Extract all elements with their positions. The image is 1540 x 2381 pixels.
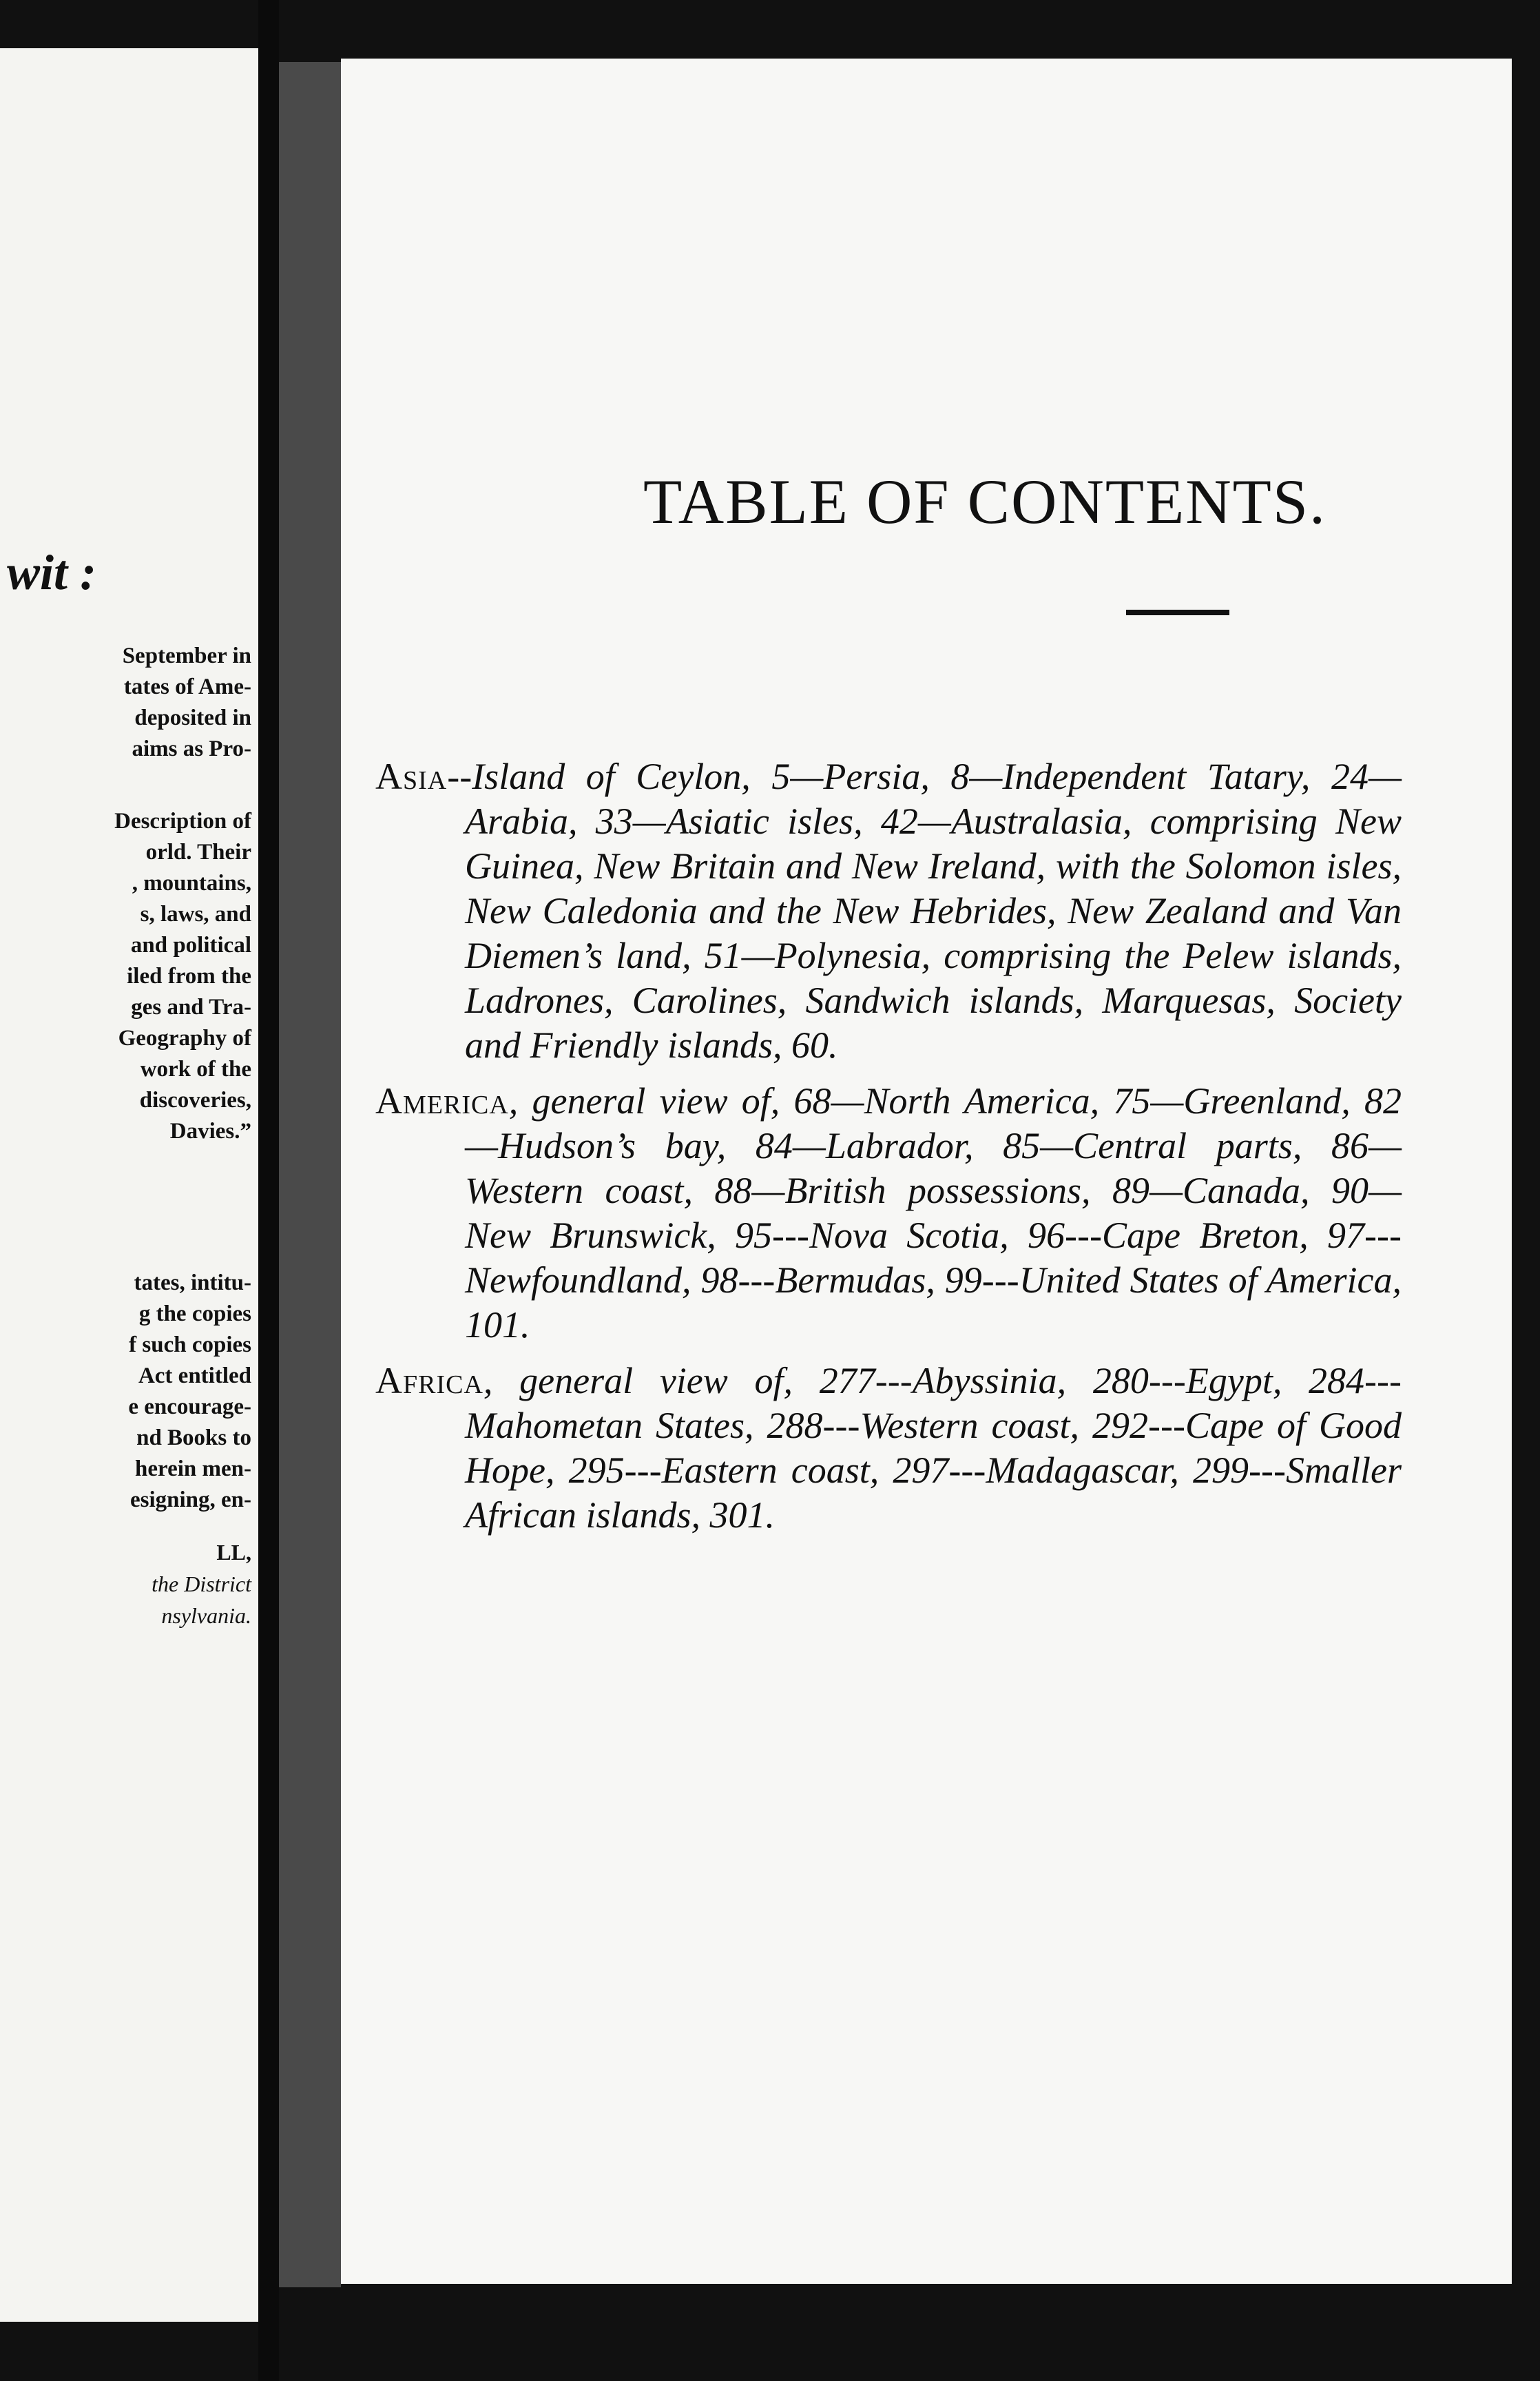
fragment-line: , mountains, xyxy=(132,871,251,896)
fragment-line: e encourage- xyxy=(128,1394,251,1419)
fragment-line: nd Books to xyxy=(136,1425,251,1450)
fragment-line: g the copies xyxy=(138,1301,251,1326)
contents-list xyxy=(375,754,1402,1549)
fragment-line: esigning, en- xyxy=(129,1487,251,1512)
previous-page-signature xyxy=(152,1536,251,1631)
fragment-line: orld. Their xyxy=(145,840,251,865)
entry-text: , general view of, 68—North America, 75—Greenland, 82—Hudson’s bay, 84—Labrador, 85—Central parts, 86—Western coast, 88—British possessions, 89—Canada, 90—New Brunswick, 95---Nova Scotia, 96---Cape Breton, 97---Newfoundland, 98---Bermudas, 99---United States of America, 101. xyxy=(465,1080,1402,1346)
fragment-line: f such copies xyxy=(129,1332,251,1357)
previous-page-fragment-1 xyxy=(123,641,251,765)
signature-line: LL, xyxy=(216,1540,251,1565)
fragment-line: work of the xyxy=(140,1057,251,1082)
fragment-line: Davies.” xyxy=(169,1119,251,1144)
previous-page-fragment-3 xyxy=(128,1268,251,1516)
fragment-line: September in xyxy=(122,643,251,668)
book-gutter xyxy=(258,0,279,2381)
entry-text: , general view of, 277---Abyssinia, 280---Egypt, 284---Mahometan States, 288---Western coast, 292---Cape of Good Hope, 295---Eastern coast, 297---Madagascar, 299---Smaller African islands, 301. xyxy=(465,1360,1402,1536)
contents-entry-america xyxy=(375,1079,1402,1348)
fragment-line: deposited in xyxy=(134,705,251,730)
contents-page xyxy=(341,59,1512,2284)
fragment-line: tates of Ame- xyxy=(123,674,251,699)
fragment-line: Act entitled xyxy=(138,1363,251,1388)
signature-line: nsylvania. xyxy=(161,1603,251,1628)
fragment-line: s, laws, and xyxy=(140,902,251,927)
fragment-line: aims as Pro- xyxy=(132,736,251,761)
fragment-line: Geography of xyxy=(118,1026,251,1051)
region-name: Asia xyxy=(375,756,448,797)
fragment-line: ges and Tra- xyxy=(131,995,251,1020)
fragment-line: Description of xyxy=(114,809,251,834)
signature-line: the District xyxy=(152,1571,251,1596)
fragment-line: tates, intitu- xyxy=(134,1270,251,1295)
fragment-line: iled from the xyxy=(127,964,251,989)
title-rule xyxy=(1126,610,1229,615)
region-name: Africa xyxy=(375,1360,483,1401)
contents-entry-asia xyxy=(375,754,1402,1068)
fragment-line: herein men- xyxy=(135,1456,251,1481)
contents-entry-africa xyxy=(375,1359,1402,1538)
fragment-line: discoveries, xyxy=(139,1088,251,1113)
page-title: TABLE OF CONTENTS. xyxy=(643,466,1327,537)
fragment-line: and political xyxy=(130,933,251,958)
previous-page-fragment-2 xyxy=(114,806,251,1147)
region-name: America xyxy=(375,1080,509,1122)
entry-text: --Island of Ceylon, 5—Persia, 8—Independent Tatary, 24—Arabia, 33—Asiatic isles, 42—Australasia, comprising New Guinea, New Britain and New Ireland, with the Solomon isles, New Caledonia and the New Hebrides, New Zealand and Van Diemen’s land, 51—Polynesia, comprising the Pelew islands, Ladrones, Carolines, Sandwich islands, Marquesas, Society and Friendly islands, 60. xyxy=(447,756,1402,1066)
page-edge-shadow xyxy=(279,62,341,2287)
previous-page-heading: wit : xyxy=(7,545,97,600)
previous-page xyxy=(0,48,258,2322)
